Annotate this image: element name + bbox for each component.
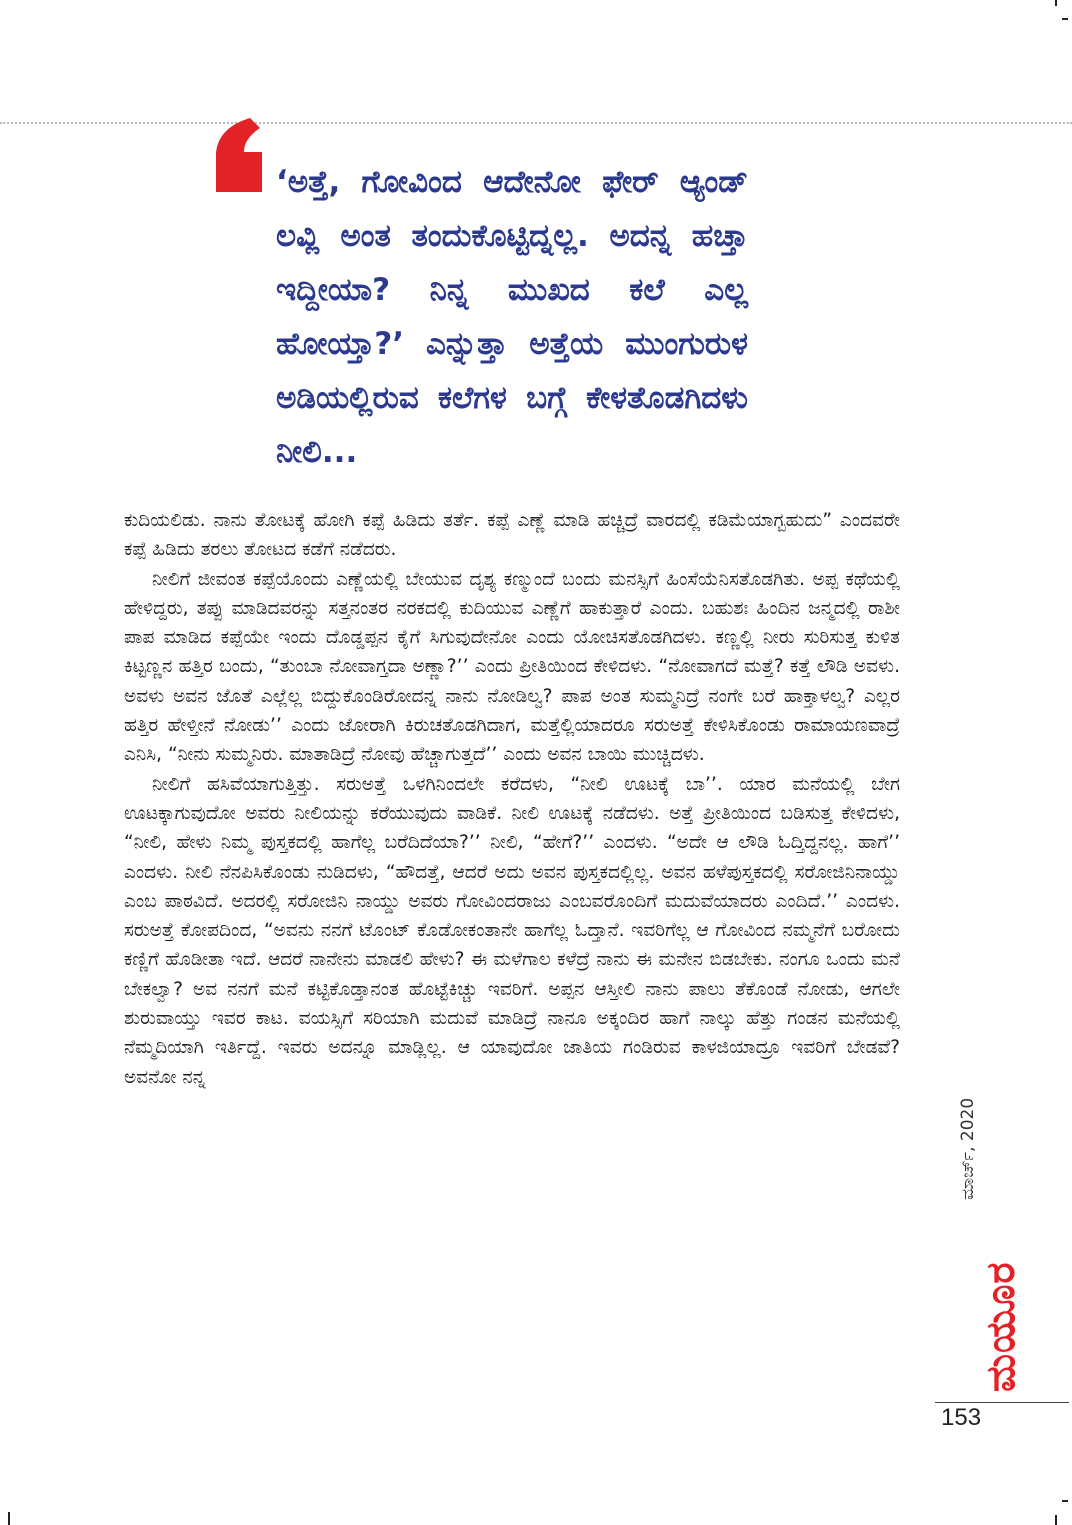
paragraph: ನೀಲಿಗೆ ಹಸಿವೆಯಾಗುತ್ತಿತ್ತು. ಸರುಅತ್ತೆ ಒಳಗಿನಿಂದಲೇ ಕರೆದಳು, “ನೀಲಿ ಊಟಕ್ಕೆ ಬಾ’’. ಯಾರ ಮನೆಯಲ್ಲಿ ಬೇಗ ಊಟಕ್ಕಾಗುವುದೋ ಅವರು ನೀಲಿಯನ್ನು ಕರೆಯುವುದು ವಾಡಿಕೆ. ನೀಲಿ ಊಟಕ್ಕೆ ನಡೆದಳು. ಅತ್ತೆ ಪ್ರೀತಿಯಿಂದ ಬಡಿಸುತ್ತ ಕೇಳಿದಳು, “ನೀಲಿ, ಹೇಳು ನಿಮ್ಮ ಪುಸ್ತಕದಲ್ಲಿ ಹಾಗೆಲ್ಲ ಬರೆದಿದೆಯಾ?’’ ನೀಲಿ, “ಹೇಗೆ?’’ ಎಂದಳು. “ಅದೇ ಆ ಲೌಡಿ ಓದ್ತಿದ್ದನಲ್ಲ. ಹಾಗೆ’’ ಎಂದಳು. ನೀಲಿ ನೆನಪಿಸಿಕೊಂಡು ನುಡಿದಳು, “ಹೌದತ್ತೆ, ಆದರೆ ಅದು ಅವನ ಪುಸ್ತಕದಲ್ಲಿಲ್ಲ. ಅವನ ಹಳೆಪುಸ್ತಕದಲ್ಲಿ ಸರೋಜಿನಿನಾಯ್ಡು ಎಂಬ ಪಾಠವಿದೆ. ಅದರಲ್ಲಿ ಸರೋಜಿನಿ ನಾಯ್ಡು ಅವರು ಗೋವಿಂದರಾಜು ಎಂಬವರೊಂದಿಗೆ ಮದುವೆಯಾದರು ಎಂದಿದೆ.’’ ಎಂದಳು. ಸರುಅತ್ತೆ ಕೋಪದಿಂದ, “ಅವನು ನನಗೆ ಟೊಂಟ್ ಕೊಡೋಕಂತಾನೇ ಹಾಗೆಲ್ಲ ಓದ್ತಾನೆ. ಇವರಿಗೆಲ್ಲ ಆ ಗೋವಿಂದ ನಮ್ಮನೆಗೆ ಬರೋದು ಕಣ್ಣಿಗೆ ಹೊಡೀತಾ ಇದೆ. ಆದರೆ ನಾನೇನು ಮಾಡಲಿ ಹೇಳು? ಈ ಮಳೆಗಾಲ ಕಳೆದ್ರೆ ನಾನು ಈ ಮನೇನ ಬಿಡಬೇಕು. ನಂಗೂ ಒಂದು ಮನೆ ಬೇಕಲ್ವಾ? ಅವ ನನಗೆ ಮನೆ ಕಟ್ಟಿಕೊಡ್ತಾನಂತ ಹೊಟ್ಟೆಕಿಚ್ಚು ಇವರಿಗೆ. ಅಪ್ಪನ ಆಸ್ತೀಲಿ ನಾನು ಪಾಲು ತೆಕೊಂಡೆ ನೋಡು, ಆಗಲೇ ಶುರುವಾಯ್ತು ಇವರ ಕಾಟ. ವಯಸ್ಸಿಗೆ ಸರಿಯಾಗಿ ಮದುವೆ ಮಾಡಿದ್ರೆ ನಾನೂ ಅಕ್ಕಂದಿರ ಹಾಗೆ ನಾಲ್ಕು ಹೆತ್ತು ಗಂಡನ ಮನೆಯಲ್ಲಿ ನೆಮ್ಮದಿಯಾಗಿ ಇರ್ತಿದ್ದೆ. ಇವರು ಅದನ್ನೂ ಮಾಡ್ಲಿಲ್ಲ. ಆ ಯಾವುದೋ ಜಾತಿಯ ಗಂಡಿರುವ ಕಾಳಜಿಯಾದ್ರೂ ಇವರಿಗೆ ಬೇಡವೆ? ಅವನೋ ನನ್ನ	[124, 773, 900, 1088]
paragraph: ಕುದಿಯಲಿಡು. ನಾನು ತೋಟಕ್ಕೆ ಹೋಗಿ ಕಪ್ಪೆ ಹಿಡಿದು ತರ್ತೆ. ಕಪ್ಪೆ ಎಣ್ಣೆ ಮಾಡಿ ಹಚ್ಚಿದ್ರೆ ವಾರದಲ್ಲಿ ಕಡಿಮೆಯಾಗ್ಬಹುದು” ಎಂದವರೇ ಕಪ್ಪೆ ಹಿಡಿದು ತರಲು ತೋಟದ ಕಡೆಗೆ ನಡೆದರು.	[124, 510, 900, 561]
crop-mark	[1062, 18, 1068, 20]
crop-mark	[1062, 1500, 1068, 1502]
pull-quote: ‘ಅತ್ತೆ, ಗೋವಿಂದ ಆದೇನೋ ಫೇರ್ ಆ್ಯಂಡ್ ಲವ್ಲಿ ಅಂತ ತಂದುಕೊಟ್ಟಿದ್ನಲ್ಲ. ಅದನ್ನ ಹಚ್ತಾ ಇದ್ದೀಯಾ? ನಿನ್ನ ಮುಖದ ಕಲೆ ಎಲ್ಲ ಹೋಯ್ತಾ?’ ಎನ್ನುತ್ತಾ ಅತ್ತೆಯ ಮುಂಗುರುಳ ಅಡಿಯಲ್ಲಿರುವ ಕಲೆಗಳ ಬಗ್ಗೆ ಕೇಳತೊಡಗಿದಳು ನೀಲಿ...	[276, 164, 748, 470]
crop-mark	[8, 1512, 10, 1525]
crop-mark	[1055, 0, 1057, 6]
dotted-divider	[0, 122, 1072, 124]
quote-mark-icon	[210, 118, 262, 192]
crop-mark	[1055, 1515, 1057, 1525]
page-number: 153	[941, 1404, 982, 1431]
footer-rule	[935, 1402, 1069, 1403]
magazine-logo: ಮಯೂರ	[978, 1261, 1024, 1392]
article-body	[124, 506, 900, 1092]
issue-date: ಮಾರ್ಚ್, 2020	[958, 1097, 978, 1200]
paragraph: ನೀಲಿಗೆ ಜೀವಂತ ಕಪ್ಪೆಯೊಂದು ಎಣ್ಣೆಯಲ್ಲಿ ಬೇಯುವ ದೃಶ್ಯ ಕಣ್ಮುಂದೆ ಬಂದು ಮನಸ್ಸಿಗೆ ಹಿಂಸೆಯೆನಿಸತೊಡಗಿತು. ಅಪ್ಪ ಕಥೆಯಲ್ಲಿ ಹೇಳಿದ್ದರು, ತಪ್ಪು ಮಾಡಿದವರನ್ನು ಸತ್ತನಂತರ ನರಕದಲ್ಲಿ ಕುದಿಯುವ ಎಣ್ಣೆಗೆ ಹಾಕುತ್ತಾರೆ ಎಂದು. ಬಹುಶಃ ಹಿಂದಿನ ಜನ್ಮದಲ್ಲಿ ರಾಶೀ ಪಾಪ ಮಾಡಿದ ಕಪ್ಪೆಯೇ ಇಂದು ದೊಡ್ಡಪ್ಪನ ಕೈಗೆ ಸಿಗುವುದೇನೋ ಎಂದು ಯೋಚಿಸತೊಡಗಿದಳು. ಕಣ್ಣಲ್ಲಿ ನೀರು ಸುರಿಸುತ್ತ ಕುಳಿತ ಕಿಟ್ಟಣ್ಣನ ಹತ್ತಿರ ಬಂದು, “ತುಂಬಾ ನೋವಾಗ್ತದಾ ಅಣ್ಣಾ?’’ ಎಂದು ಪ್ರೀತಿಯಿಂದ ಕೇಳಿದಳು. “ನೋವಾಗದೆ ಮತ್ತೆ? ಕತ್ತೆ ಲೌಡಿ ಅವಳು. ಅವಳು ಅವನ ಜೊತೆ ಎಲ್ಲೆಲ್ಲ ಬಿದ್ದುಕೊಂಡಿರೋದನ್ನ ನಾನು ನೋಡಿಲ್ವ? ಪಾಪ ಅಂತ ಸುಮ್ಮನಿದ್ರೆ ನಂಗೇ ಬರೆ ಹಾಕ್ತಾಳಲ್ವ? ಎಲ್ಲರ ಹತ್ತಿರ ಹೇಳ್ತೀನೆ ನೋಡು’’ ಎಂದು ಜೋರಾಗಿ ಕಿರುಚತೊಡಗಿದಾಗ, ಮತ್ತೆಲ್ಲಿಯಾದರೂ ಸರುಅತ್ತೆ ಕೇಳಿಸಿಕೊಂಡು ರಾಮಾಯಣವಾದ್ರೆ ಎನಿಸಿ, “ನೀನು ಸುಮ್ಮನಿರು. ಮಾತಾಡಿದ್ರೆ ನೋವು ಹೆಚ್ಚಾಗುತ್ತದೆ’’ ಎಂದು ಅವನ ಬಾಯಿ ಮುಚ್ಚಿದಳು.	[124, 568, 900, 766]
